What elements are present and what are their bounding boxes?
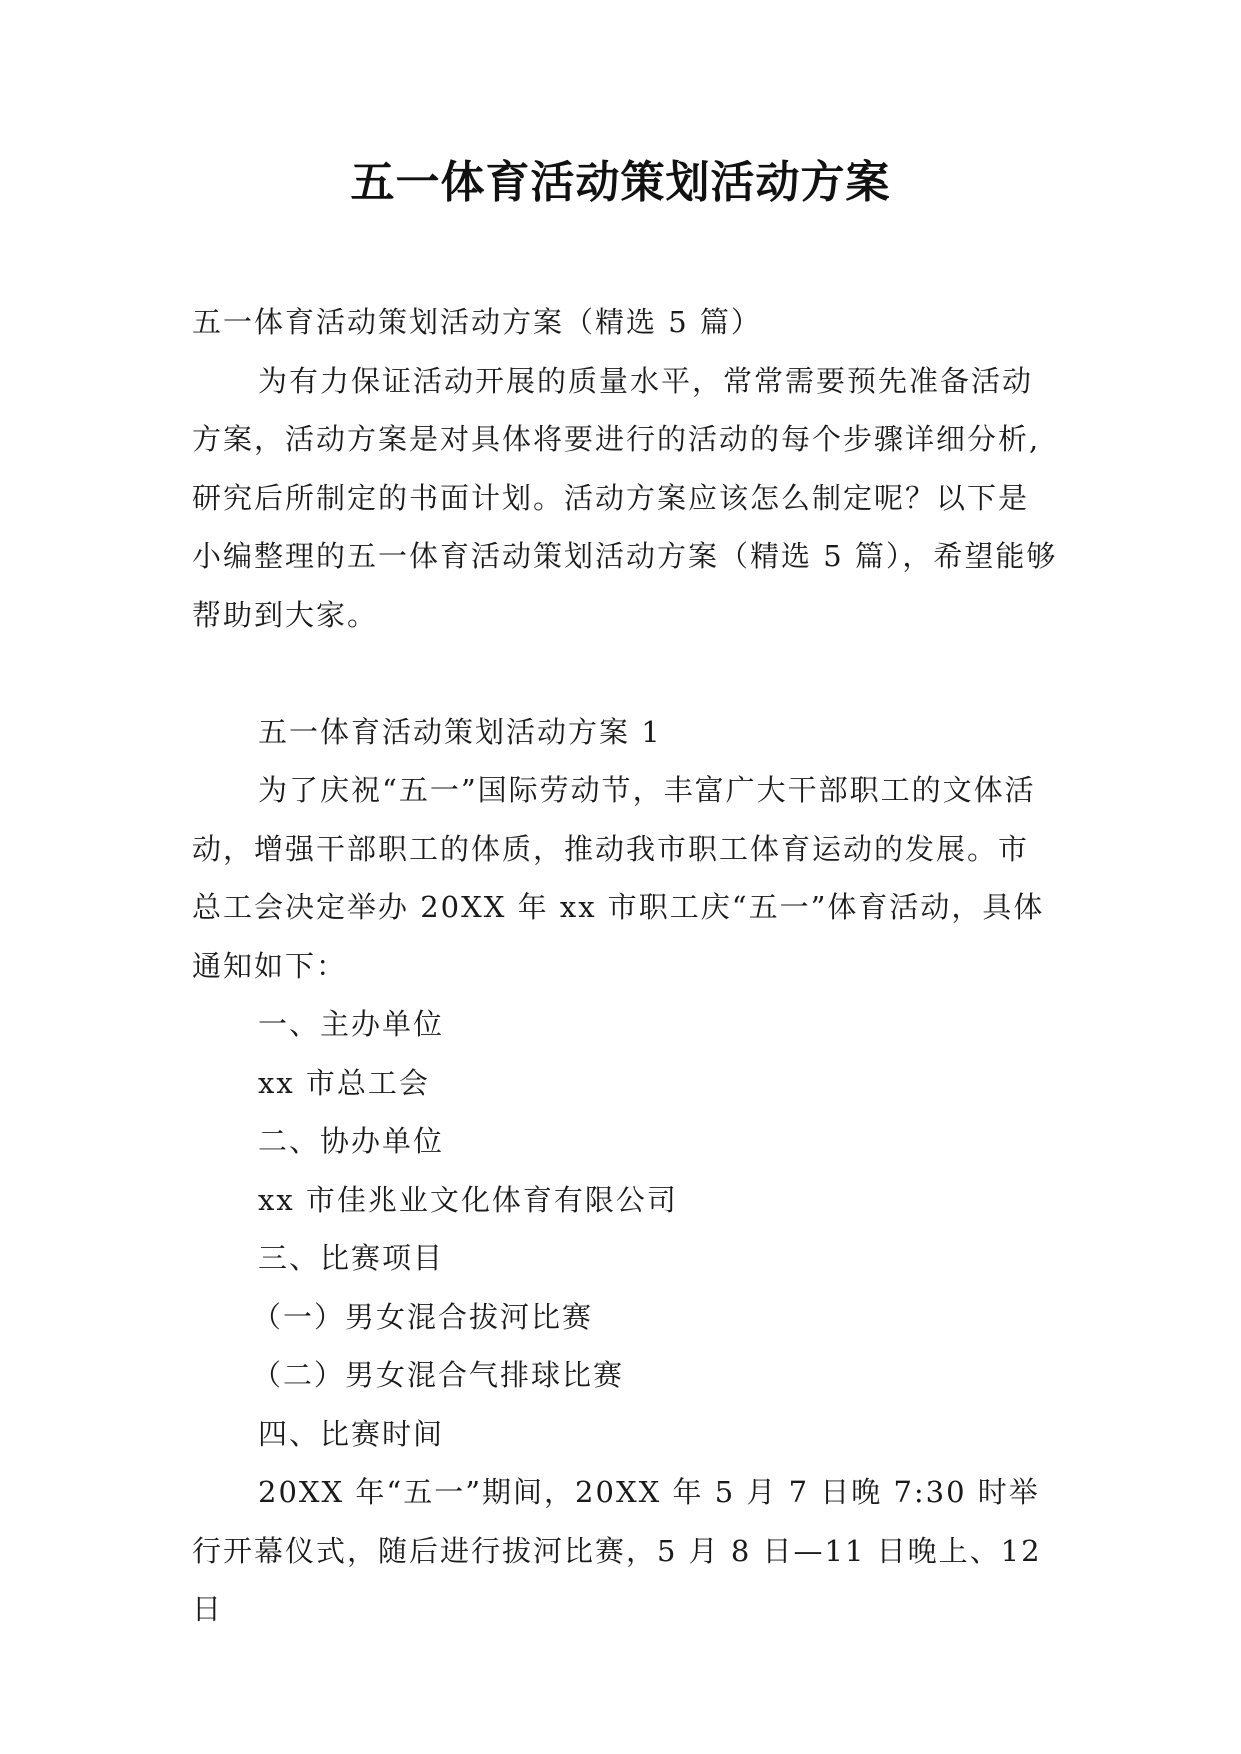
document-body (192, 293, 1058, 1639)
co-organizer-heading: 二、协办单位 (258, 1124, 445, 1158)
document-subtitle: 五一体育活动策划活动方案（精选 5 篇） (192, 305, 762, 339)
co-organizer-text: xx 市佳兆业文化体育有限公司 (258, 1182, 678, 1217)
organizer-text: xx 市总工会 (258, 1065, 430, 1100)
section-heading: 五一体育活动策划活动方案 1 (258, 714, 662, 749)
paragraph-spacer (192, 644, 1058, 703)
organizer-heading: 一、主办单位 (258, 1007, 445, 1041)
event-item: （二）男女混合气排球比赛 (252, 1358, 625, 1392)
event-item: （一）男女混合拔河比赛 (252, 1299, 594, 1334)
time-heading: 四、比赛时间 (258, 1416, 445, 1451)
time-paragraph: 20XX 年“五一”期间，20XX 年 5 月 7 日晚 7:30 时举行开幕仪式，随后进行拔河比赛，5 月 8 日—11 日晚上、12 日 (192, 1475, 1042, 1626)
events-heading: 三、比赛项目 (258, 1241, 445, 1275)
section-paragraph: 为了庆祝“五一”国际劳动节，丰富广大干部职工的文体活动，增强干部职工的体质，推动我市职工体育运动的发展。市总工会决定举办 20XX 年 xx 市职工庆“五一”体育活动，具体通知如下： (192, 773, 1045, 983)
document-title: 五一体育活动策划活动方案 (350, 157, 891, 208)
intro-paragraph: 为有力保证活动开展的质量水平，常常需要预先准备活动方案，活动方案是对具体将要进行的活动的每个步骤详细分析,研究后所制定的书面计划。活动方案应该怎么制定呢？以下是小编整理的五一体育活动策划活动方案（精选 5 篇），希望能够帮助到大家。 (192, 363, 1058, 632)
